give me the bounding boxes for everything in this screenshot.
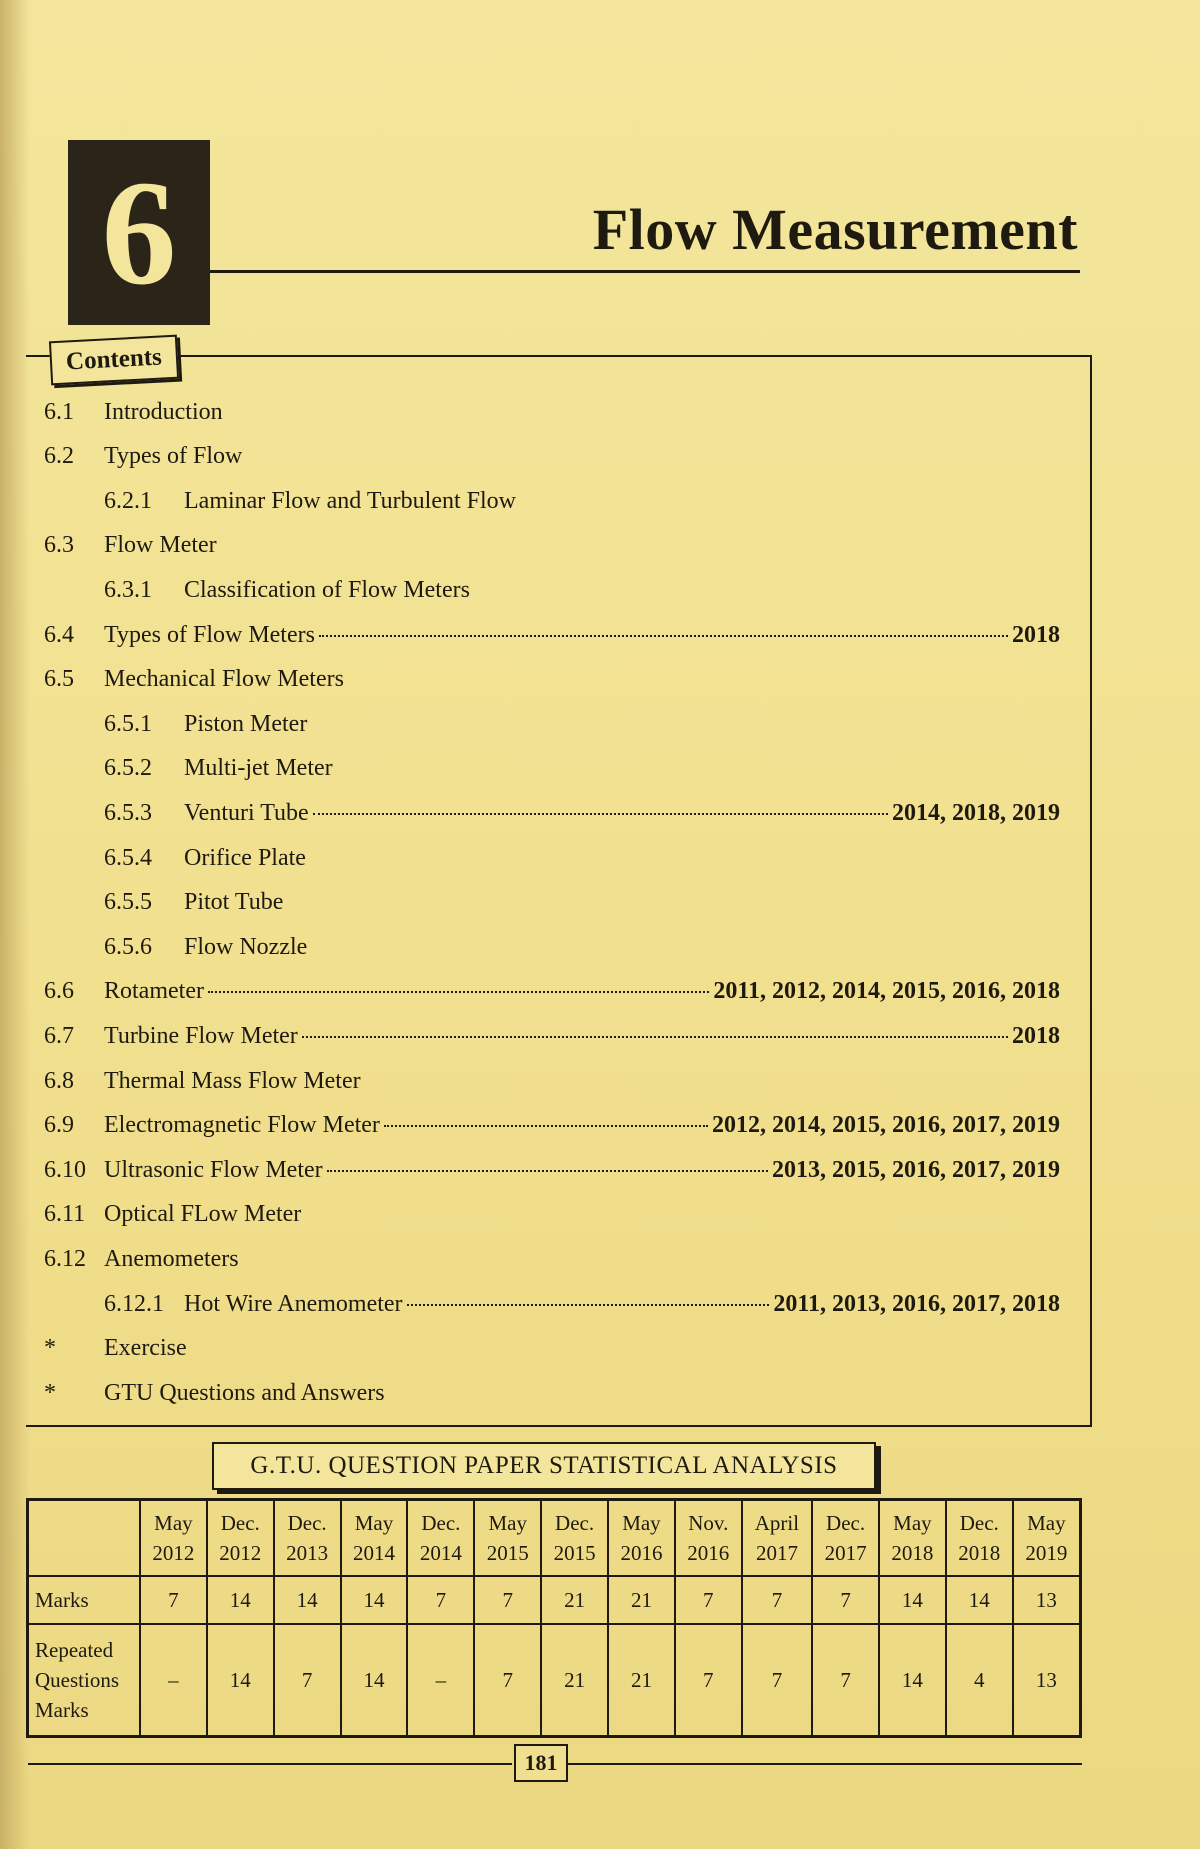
toc-title: Anemometers [104,1245,239,1272]
table-row [28,1576,1081,1624]
toc-row [0,392,1060,432]
column-header-month: Dec. [555,1511,595,1535]
toc-row [0,883,1060,923]
column-header-year: 2012 [219,1541,262,1565]
table-cell: 21 [608,1624,675,1737]
column-header-year: 2013 [286,1541,329,1565]
toc-title: Optical FLow Meter [104,1201,302,1228]
table-corner-cell [28,1500,141,1577]
table-cell: 7 [474,1576,541,1624]
toc-title: Flow Nozzle [184,933,308,960]
toc-entry [104,800,1060,827]
table-cell: 7 [812,1576,879,1624]
toc-title: Mechanical Flow Meters [104,666,344,693]
table-cell: 14 [879,1576,946,1624]
column-header-year: 2018 [891,1541,934,1565]
toc-row [0,481,1060,521]
column-header [474,1500,541,1577]
table-cell: 14 [207,1576,274,1624]
toc-entry [104,889,1060,916]
column-header-month: Dec. [826,1511,866,1535]
toc-row [0,1239,1060,1279]
toc-title: Flow Meter [104,532,217,559]
column-header [341,1500,408,1577]
toc-entry [104,1112,1060,1139]
column-header-month: Dec. [959,1511,999,1535]
table-cell: 7 [140,1576,207,1624]
toc-title: Pitot Tube [184,889,284,916]
toc-title: Introduction [104,398,223,425]
toc-row [0,660,1060,700]
toc-row [0,1106,1060,1146]
table-cell: 21 [608,1576,675,1624]
toc-row [0,1373,1060,1413]
toc-exam-years: 2018 [1012,1022,1060,1049]
table-cell: 14 [946,1576,1013,1624]
column-header [608,1500,675,1577]
row-header [28,1624,141,1737]
column-header-month: Dec. [220,1511,260,1535]
toc-row [0,615,1060,655]
toc-entry [104,666,1060,693]
toc-leader-dots [407,1304,770,1306]
toc-entry [104,934,1060,961]
toc-entry [104,1201,1060,1228]
toc-leader-dots [302,1036,1008,1038]
title-rule [210,270,1080,273]
column-header-year: 2014 [353,1541,395,1565]
toc-row [0,1329,1060,1369]
row-header-text: Marks [35,1588,89,1612]
toc-subsection-number: 6.3.1 [104,576,152,603]
column-header-year: 2016 [687,1541,730,1565]
column-header-month: Dec. [421,1511,461,1535]
toc-entry [104,622,1060,649]
column-header [407,1500,474,1577]
toc-section-number: * [44,1379,56,1406]
toc-subsection-number: 6.5.6 [104,933,152,960]
toc-row [0,972,1060,1012]
table-cell: 4 [946,1624,1013,1737]
toc-row [0,927,1060,967]
column-header [274,1500,341,1577]
column-header-month: May [1027,1511,1066,1535]
toc-title: Multi-jet Meter [184,755,333,782]
toc-entry [104,1291,1060,1318]
toc-entry [104,1380,1060,1407]
toc-entry [104,845,1060,872]
column-header-month: May [488,1511,527,1535]
toc-entry [104,755,1060,782]
table-cell: 7 [407,1576,474,1624]
row-header-text: Marks [35,1698,89,1722]
toc-entry [104,1068,1060,1095]
toc-entry [104,399,1060,426]
toc-row [0,838,1060,878]
column-header [742,1500,812,1577]
column-header-month: May [893,1511,932,1535]
toc-title: Venturi Tube [184,799,309,826]
column-header-month: April [754,1511,800,1535]
column-header-year: 2014 [419,1541,462,1565]
toc-title: Orifice Plate [184,844,306,871]
toc-title: GTU Questions and Answers [104,1379,385,1406]
table-row [28,1624,1081,1737]
toc-title: Types of Flow Meters [104,621,315,648]
contents-label: Contents [49,335,179,386]
toc-title: Ultrasonic Flow Meter [104,1156,323,1183]
toc-title: Laminar Flow and Turbulent Flow [184,487,517,514]
chapter-title: Flow Measurement [592,197,1078,262]
toc-section-number: 6.3 [44,532,74,559]
toc-title: Electromagnetic Flow Meter [104,1112,380,1139]
table-cell: 21 [541,1576,608,1624]
chapter-number-box [68,140,210,325]
column-header-year: 2018 [958,1541,1001,1565]
column-header [675,1500,742,1577]
table-cell: 13 [1013,1576,1081,1624]
toc-row [0,1016,1060,1056]
toc-row [0,570,1060,610]
chapter-number: 6 [101,149,177,316]
page-number: 181 [514,1744,568,1782]
toc-section-number: 6.8 [44,1067,74,1094]
column-header-year: 2016 [620,1541,663,1565]
toc-title: Thermal Mass Flow Meter [104,1067,361,1094]
column-header-month: May [354,1511,394,1535]
toc-row [0,1195,1060,1235]
column-header-year: 2015 [486,1541,529,1565]
toc-entry [104,488,1060,515]
column-header-year: 2017 [755,1541,798,1565]
toc-section-number: 6.2 [44,443,74,470]
toc-entry [104,1157,1060,1184]
column-header [1013,1500,1081,1577]
row-header-text: Questions [35,1668,119,1692]
toc-subsection-number: 6.12.1 [104,1290,164,1317]
toc-entry [104,978,1060,1005]
toc-title: Piston Meter [184,710,308,737]
toc-title: Types of Flow [104,443,243,470]
table-cell: 14 [879,1624,946,1737]
toc-subsection-number: 6.5.3 [104,799,152,826]
column-header [812,1500,879,1577]
toc-subsection-number: 6.5.4 [104,844,152,871]
toc-section-number: 6.5 [44,666,74,693]
column-header-month: May [622,1511,661,1535]
toc-row [0,526,1060,566]
toc-entry [104,577,1060,604]
analysis-title: G.T.U. QUESTION PAPER STATISTICAL ANALYSIS [212,1442,876,1490]
table-cell: 7 [812,1624,879,1737]
toc-subsection-number: 6.5.2 [104,755,152,782]
column-header-month: Dec. [287,1511,327,1535]
toc-section-number: 6.11 [44,1201,86,1228]
column-header [140,1500,207,1577]
column-header-year: 2015 [553,1541,596,1565]
toc-row [0,437,1060,477]
statistical-analysis-table [26,1498,1082,1738]
toc-leader-dots [208,991,709,993]
toc-leader-dots [319,635,1008,637]
toc-leader-dots [313,813,888,815]
table-cell: 14 [207,1624,274,1737]
toc-entry [104,711,1060,738]
row-header [28,1576,141,1624]
toc-row [0,793,1060,833]
table-cell: – [407,1624,474,1737]
toc-exam-years: 2014, 2018, 2019 [892,799,1060,826]
table-cell: 14 [341,1624,408,1737]
toc-section-number: 6.7 [44,1022,74,1049]
row-header-text: Repeated [35,1638,114,1662]
toc-title: Turbine Flow Meter [104,1022,298,1049]
column-header-year: 2012 [152,1541,195,1565]
toc-title: Exercise [104,1335,187,1362]
column-header-year: 2019 [1025,1541,1068,1565]
column-header-year: 2017 [824,1541,867,1565]
toc-exam-years: 2012, 2014, 2015, 2016, 2017, 2019 [712,1112,1060,1139]
toc-section-number: 6.12 [44,1245,86,1272]
table-cell: 21 [541,1624,608,1737]
table-cell: 14 [341,1576,408,1624]
column-header-month: May [154,1511,193,1535]
table-cell: – [140,1624,207,1737]
table-cell: 13 [1013,1624,1081,1737]
toc-row [0,704,1060,744]
toc-section-number: 6.4 [44,621,74,648]
table-cell: 7 [474,1624,541,1737]
toc-title: Hot Wire Anemometer [184,1290,403,1317]
toc-subsection-number: 6.5.5 [104,889,152,916]
toc-section-number: * [44,1335,56,1362]
table-cell: 7 [274,1624,341,1737]
table-cell: 7 [742,1624,812,1737]
toc-entry [104,1246,1060,1273]
table-cell: 7 [675,1624,742,1737]
toc-entry [104,1335,1060,1362]
column-header [541,1500,608,1577]
toc-leader-dots [384,1125,708,1127]
toc-exam-years: 2013, 2015, 2016, 2017, 2019 [772,1156,1060,1183]
column-header [879,1500,946,1577]
toc-section-number: 6.1 [44,398,74,425]
toc-row [0,1061,1060,1101]
table-cell: 7 [742,1576,812,1624]
column-header [207,1500,274,1577]
toc-exam-years: 2011, 2013, 2016, 2017, 2018 [773,1290,1060,1317]
toc-subsection-number: 6.5.1 [104,710,152,737]
toc-leader-dots [327,1170,768,1172]
toc-entry [104,1023,1060,1050]
toc-section-number: 6.10 [44,1156,86,1183]
toc-exam-years: 2011, 2012, 2014, 2015, 2016, 2018 [713,978,1060,1005]
toc-row [0,1150,1060,1190]
footer-rule-right [566,1763,1082,1765]
toc-row [0,749,1060,789]
toc-title: Classification of Flow Meters [184,576,470,603]
footer-rule-left [28,1763,512,1765]
toc-subsection-number: 6.2.1 [104,487,152,514]
table-cell: 7 [675,1576,742,1624]
toc-title: Rotameter [104,978,204,1005]
column-header-month: Nov. [688,1511,729,1535]
toc-row [0,1284,1060,1324]
toc-section-number: 6.6 [44,978,74,1005]
table-header-row [28,1500,1081,1577]
toc-entry [104,532,1060,559]
column-header [946,1500,1013,1577]
toc-entry [104,443,1060,470]
toc-exam-years: 2018 [1012,621,1060,648]
table-cell: 14 [274,1576,341,1624]
toc-section-number: 6.9 [44,1112,74,1139]
